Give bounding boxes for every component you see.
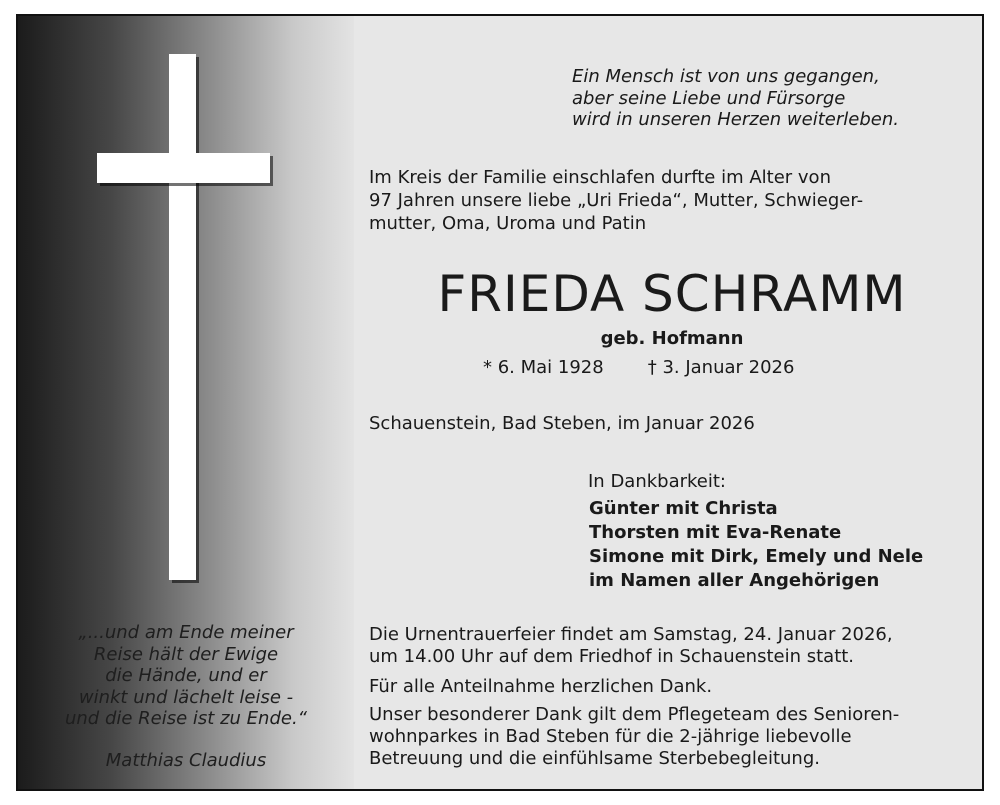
family-member: Günter mit Christa bbox=[589, 498, 778, 519]
birth-name: geb. Hofmann bbox=[600, 328, 744, 349]
quote-line: und die Reise ist zu Ende.“ bbox=[64, 708, 307, 729]
cross-vertical-beam bbox=[169, 54, 196, 580]
death-date: † 3. Januar 2026 bbox=[647, 357, 795, 378]
obituary-frame bbox=[16, 14, 984, 791]
quote-line: Reise hält der Ewige bbox=[93, 643, 279, 665]
family-member: im Namen aller Angehörigen bbox=[589, 570, 880, 591]
quote-line: „...und am Ende meiner bbox=[78, 622, 294, 643]
life-dates bbox=[483, 357, 794, 378]
family-member: Thorsten mit Eva-Renate bbox=[589, 522, 842, 543]
ceremony-notice: Die Urnentrauerfeier findet am Samstag, 24. Januar 2026, um 14.00 Uhr auf dem Friedhof in Schauenstein statt. bbox=[369, 624, 893, 667]
family-member: Simone mit Dirk, Emely und Nele bbox=[589, 546, 924, 567]
family-list bbox=[589, 497, 923, 593]
sympathy-thanks: Für alle Anteilnahme herzlichen Dank. bbox=[369, 676, 713, 697]
care-team-thanks: Unser besonderer Dank gilt dem Pflegeteam des Senioren- wohnparkes in Bad Steben für die 2-jährige liebevolle Betreuung und die einfühlsame Sterbebegleitung. bbox=[369, 704, 900, 769]
quote-line: die Hände, und er bbox=[105, 665, 267, 686]
cross-horizontal-beam bbox=[97, 153, 270, 183]
birth-date: * 6. Mai 1928 bbox=[483, 357, 604, 378]
intro-text: Im Kreis der Familie einschlafen durfte im Alter von 97 Jahren unsere liebe „Uri Frieda“, Mutter, Schwieger- mutter, Oma, Uroma und Patin bbox=[369, 167, 864, 234]
quote-line: winkt und lächelt leise - bbox=[78, 686, 294, 708]
quote-author: Matthias Claudius bbox=[105, 750, 267, 771]
thanks-label: In Dankbarkeit: bbox=[588, 471, 726, 492]
motto: Ein Mensch ist von uns gegangen, aber seine Liebe und Fürsorge wird in unseren Herzen weiterleben. bbox=[572, 66, 899, 130]
left-gradient-panel bbox=[18, 16, 354, 789]
quote bbox=[36, 622, 336, 730]
place-date: Schauenstein, Bad Steben, im Januar 2026 bbox=[369, 413, 755, 434]
deceased-name: FRIEDA SCHRAMM bbox=[437, 265, 907, 323]
